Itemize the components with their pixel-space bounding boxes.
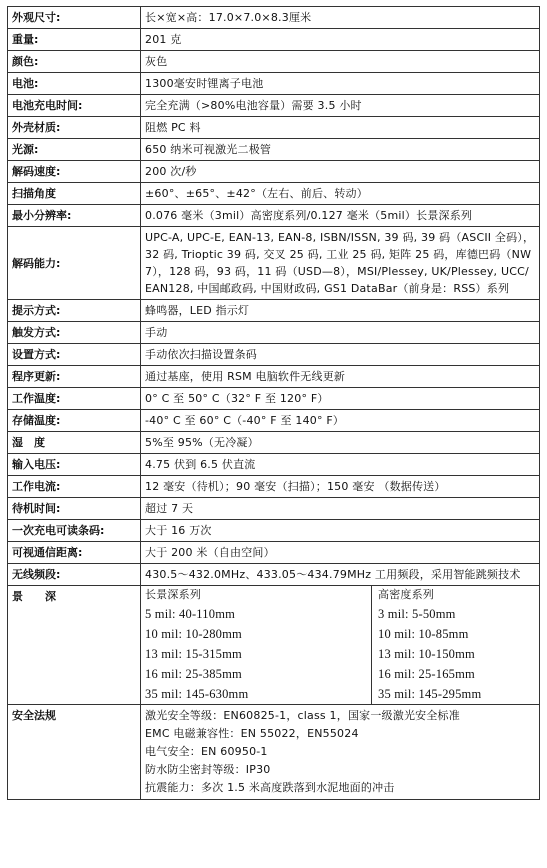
spec-row [8, 227, 540, 300]
spec-value: 1300毫安时锂离子电池 [141, 73, 540, 95]
spec-row [8, 432, 540, 454]
depth-value [141, 586, 540, 705]
high-density-item: 3 mil: 5-50mm [378, 607, 456, 621]
spec-label: 最小分辨率: [8, 205, 141, 227]
spec-row [8, 300, 540, 322]
spec-table [7, 6, 540, 800]
spec-row [8, 542, 540, 564]
spec-row [8, 161, 540, 183]
spec-value: 430.5～432.0MHz、433.05～434.79MHz 工用频段，采用智能跳频技术 [141, 564, 540, 586]
spec-body [8, 7, 540, 800]
spec-value: 5%至 95%（无冷凝） [141, 432, 540, 454]
high-density-column [372, 586, 540, 704]
long-range-item: 5 mil: 40-110mm [145, 607, 236, 621]
spec-label: 光源: [8, 139, 141, 161]
spec-value: 长×宽×高：17.0×7.0×8.3厘米 [141, 7, 540, 29]
safety-value [141, 705, 540, 800]
spec-row [8, 183, 540, 205]
spec-value: 手动依次扫描设置条码 [141, 344, 540, 366]
depth-label: 景 深 [8, 586, 141, 705]
long-range-item: 16 mil: 25-385mm [145, 667, 242, 681]
spec-value: 201 克 [141, 29, 540, 51]
spec-label: 工作温度: [8, 388, 141, 410]
spec-label: 解码能力: [8, 227, 141, 300]
spec-row [8, 322, 540, 344]
spec-value: -40° C 至 60° C（-40° F 至 140° F） [141, 410, 540, 432]
spec-value: 手动 [141, 322, 540, 344]
spec-value: 阻燃 PC 料 [141, 117, 540, 139]
long-range-item: 35 mil: 145-630mm [145, 687, 249, 701]
high-density-title: 高密度系列 [378, 588, 434, 601]
spec-value: 200 次/秒 [141, 161, 540, 183]
high-density-item: 16 mil: 25-165mm [378, 667, 475, 681]
spec-label: 可视通信距离: [8, 542, 141, 564]
depth-row [8, 586, 540, 705]
safety-line: 激光安全等级：EN60825-1，class 1，国家一级激光安全标准 [145, 709, 460, 722]
spec-row [8, 564, 540, 586]
spec-row [8, 388, 540, 410]
high-density-item: 10 mil: 10-85mm [378, 627, 469, 641]
safety-line: 电气安全：EN 60950-1 [145, 745, 268, 758]
spec-value: 0.076 毫米（3mil）高密度系列/0.127 毫米（5mil）长景深系列 [141, 205, 540, 227]
spec-value: UPC-A, UPC-E, EAN-13, EAN-8, ISBN/ISSN, 39 码, 39 码（ASCII 全码），32 码, Trioptic 39 码, 交叉 25 码, 工业 25 码, 矩阵 25 码，库德巴码（NW7），128 码，93 码，11 码（USD—8），MSI/Plessey, UK/Plessey, UCC/EAN128, 中国邮政码, 中国财政码, GS1 DataBar（前身是：RSS）系列 [141, 227, 540, 300]
spec-value: 灰色 [141, 51, 540, 73]
spec-label: 重量: [8, 29, 141, 51]
spec-row [8, 205, 540, 227]
spec-row [8, 29, 540, 51]
spec-label: 解码速度: [8, 161, 141, 183]
spec-row [8, 476, 540, 498]
spec-label: 外观尺寸: [8, 7, 141, 29]
spec-row [8, 344, 540, 366]
spec-value: 0° C 至 50° C（32° F 至 120° F） [141, 388, 540, 410]
spec-label: 湿 度 [8, 432, 141, 454]
spec-label: 设置方式: [8, 344, 141, 366]
spec-row [8, 51, 540, 73]
spec-label: 无线频段: [8, 564, 141, 586]
spec-value: 650 纳米可视激光二极管 [141, 139, 540, 161]
spec-row [8, 454, 540, 476]
spec-value: 完全充满（>80%电池容量）需要 3.5 小时 [141, 95, 540, 117]
safety-line: 防水防尘密封等级：IP30 [145, 763, 271, 776]
spec-row [8, 95, 540, 117]
safety-line: 抗震能力：多次 1.5 米高度跌落到水泥地面的冲击 [145, 781, 395, 794]
spec-label: 输入电压: [8, 454, 141, 476]
spec-value: 4.75 伏到 6.5 伏直流 [141, 454, 540, 476]
spec-label: 提示方式: [8, 300, 141, 322]
high-density-item: 13 mil: 10-150mm [378, 647, 475, 661]
spec-row [8, 410, 540, 432]
spec-value: 大于 16 万次 [141, 520, 540, 542]
safety-line: EMC 电磁兼容性：EN 55022，EN55024 [145, 727, 359, 740]
spec-value: 蜂鸣器，LED 指示灯 [141, 300, 540, 322]
spec-label: 扫描角度 [8, 183, 141, 205]
spec-label: 电池充电时间: [8, 95, 141, 117]
spec-label: 电池: [8, 73, 141, 95]
safety-row [8, 705, 540, 800]
spec-row [8, 520, 540, 542]
spec-row [8, 73, 540, 95]
spec-value: ±60°、±65°、±42°（左右、前后、转动） [141, 183, 540, 205]
spec-row [8, 139, 540, 161]
spec-label: 待机时间: [8, 498, 141, 520]
depth-table [145, 586, 539, 704]
long-range-item: 13 mil: 15-315mm [145, 647, 242, 661]
spec-value: 超过 7 天 [141, 498, 540, 520]
spec-row [8, 366, 540, 388]
high-density-item: 35 mil: 145-295mm [378, 687, 482, 701]
spec-value: 12 毫安（待机）；90 毫安（扫描）；150 毫安 （数据传送） [141, 476, 540, 498]
spec-row [8, 7, 540, 29]
spec-label: 外壳材质: [8, 117, 141, 139]
long-range-item: 10 mil: 10-280mm [145, 627, 242, 641]
spec-label: 存储温度: [8, 410, 141, 432]
spec-value: 通过基座，使用 RSM 电脑软件无线更新 [141, 366, 540, 388]
safety-label: 安全法规 [8, 705, 141, 800]
spec-label: 颜色: [8, 51, 141, 73]
long-range-column [145, 586, 372, 704]
spec-label: 触发方式: [8, 322, 141, 344]
spec-row [8, 117, 540, 139]
long-range-title: 长景深系列 [145, 588, 201, 601]
spec-row [8, 498, 540, 520]
spec-label: 程序更新: [8, 366, 141, 388]
spec-value: 大于 200 米（自由空间） [141, 542, 540, 564]
spec-label: 工作电流: [8, 476, 141, 498]
spec-label: 一次充电可读条码: [8, 520, 141, 542]
